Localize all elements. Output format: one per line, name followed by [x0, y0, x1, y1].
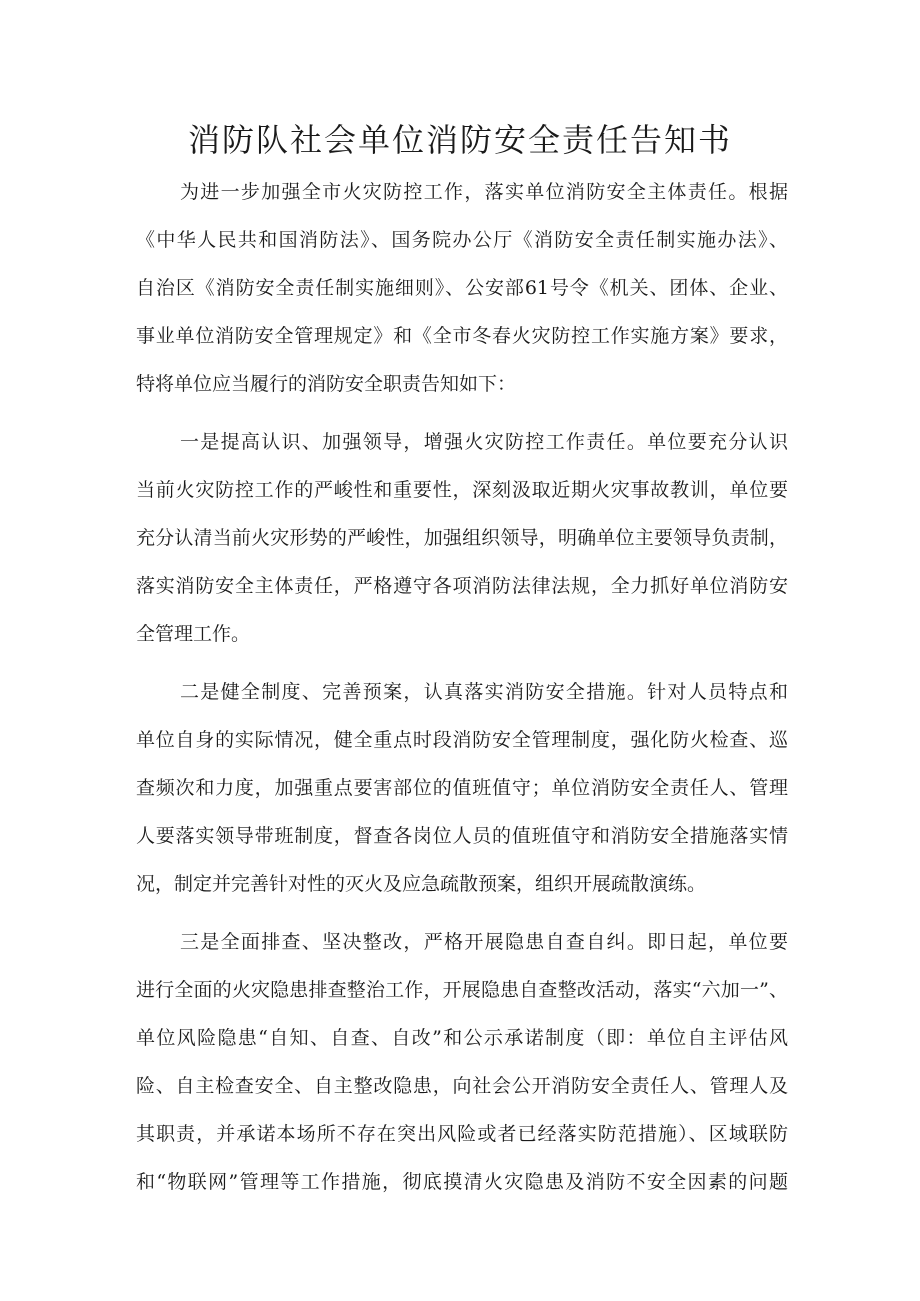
text-line: 一是提高认识、加强领导，增强火灾防控工作责任。单位要充分认识 [180, 431, 788, 453]
text-line: 况，制定并完善针对性的灭火及应急疏散预案，组织开展疏散演练。 [136, 873, 707, 895]
text-line: 进行全面的火灾隐患排查整治工作，开展隐患自查整改活动，落实“六加一”、 [136, 979, 788, 1001]
text-line: 事业单位消防安全管理规定》和《全市冬春火灾防控工作实施方案》要求， [136, 325, 788, 347]
text-line: 险、自主检查安全、自主整改隐患，向社会公开消防安全责任人、管理人及 [136, 1075, 788, 1097]
text-line: 三是全面排查、坚决整改，严格开展隐患自查自纠。即日起，单位要 [180, 931, 788, 953]
text-line: 全管理工作。 [136, 623, 251, 645]
text-line: 其职责，并承诺本场所不存在突出风险或者已经落实防范措施）、区域联防 [136, 1123, 788, 1145]
text-line: 单位自身的实际情况，健全重点时段消防安全管理制度，强化防火检查、巡 [136, 729, 788, 751]
document-title: 消防队社会单位消防安全责任告知书 [187, 121, 732, 159]
text-line: 查频次和力度，加强重点要害部位的值班值守；单位消防安全责任人、管理 [136, 777, 788, 799]
text-line: 充分认清当前火灾形势的严峻性，加强组织领导，明确单位主要领导负责制， [136, 527, 788, 549]
document-body [136, 168, 788, 1216]
paragraph-point-one [136, 418, 788, 658]
paragraph-point-three [136, 918, 788, 1206]
text-line: 为进一步加强全市火灾防控工作，落实单位消防安全主体责任。根据 [180, 181, 788, 203]
text-line: 《中华人民共和国消防法》、国务院办公厅《消防安全责任制实施办法》、 [136, 229, 788, 251]
text-line: 当前火灾防控工作的严峻性和重要性，深刻汲取近期火灾事故教训，单位要 [136, 479, 788, 501]
text-line: 单位风险隐患“自知、自查、自改”和公示承诺制度（即：单位自主评估风 [136, 1027, 788, 1049]
text-line: 人要落实领导带班制度，督查各岗位人员的值班值守和消防安全措施落实情 [136, 825, 788, 847]
text-line: 二是健全制度、完善预案，认真落实消防安全措施。针对人员特点和 [180, 681, 788, 703]
paragraph-point-two [136, 668, 788, 908]
text-line: 自治区《消防安全责任制实施细则》、公安部61号令《机关、团体、企业、 [136, 277, 788, 299]
text-line: 特将单位应当履行的消防安全职责告知如下： [136, 373, 517, 395]
paragraph-intro [136, 168, 788, 408]
text-line: 和“物联网”管理等工作措施，彻底摸清火灾隐患及消防不安全因素的问题 [136, 1171, 788, 1193]
text-line: 落实消防安全主体责任，严格遵守各项消防法律法规，全力抓好单位消防安 [136, 575, 788, 597]
